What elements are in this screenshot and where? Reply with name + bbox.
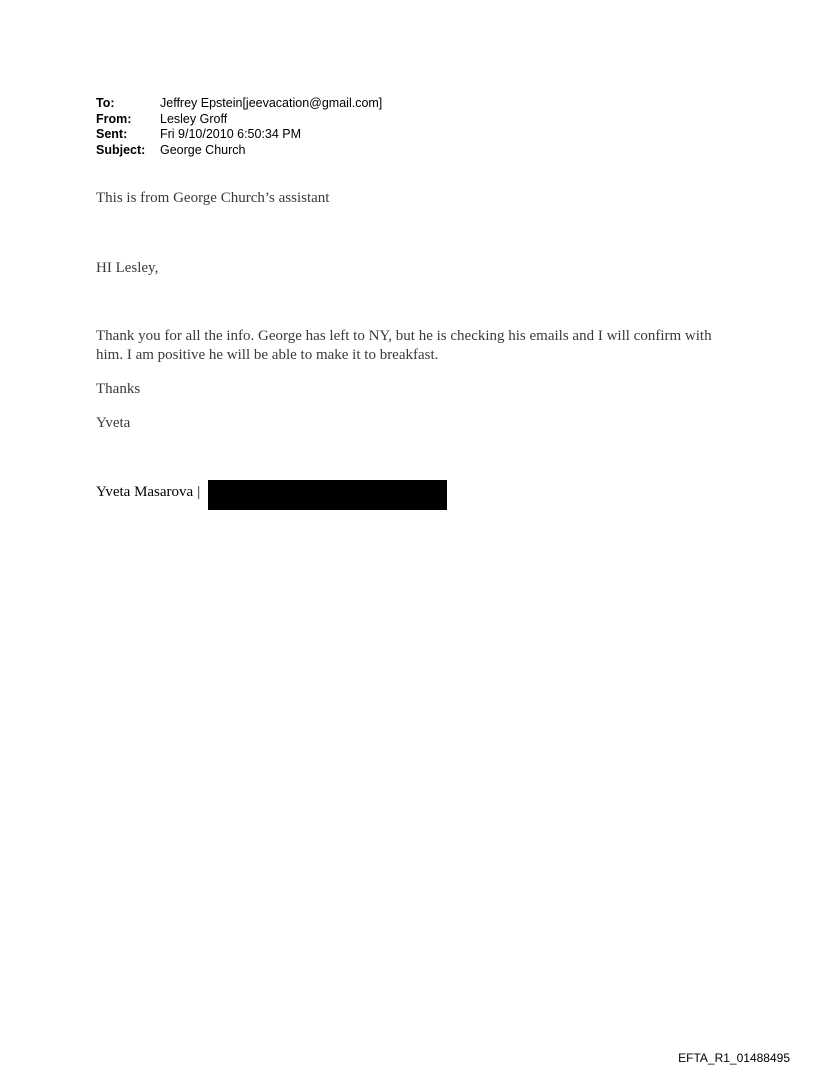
thanks-line: Thanks (96, 381, 141, 397)
greeting-line: HI Lesley, (96, 260, 159, 276)
to-label: To: (96, 96, 115, 110)
header-subject-row (96, 143, 382, 159)
redaction-box (208, 480, 447, 510)
header-from-row (96, 112, 382, 128)
subject-value: George Church (160, 142, 246, 157)
signature-name: Yveta Masarova (96, 484, 194, 500)
signature-bracket: | (197, 484, 201, 500)
document-id: EFTA_R1_01488495 (678, 1051, 790, 1065)
header-sent-row (96, 127, 382, 143)
sent-label: Sent: (96, 127, 128, 141)
subject-label: Subject: (96, 142, 146, 157)
intro-line: This is from George Church’s assistant (96, 190, 330, 206)
from-value: Lesley Groff (160, 111, 228, 126)
signoff-line: Yveta (96, 415, 131, 431)
signature-line (96, 483, 200, 502)
header-to-row (96, 96, 382, 112)
from-label: From: (96, 111, 132, 126)
email-header (96, 96, 382, 158)
body-paragraph: Thank you for all the info. George has left to NY, but he is checking his emails and I will confirm with him. I am positive he will be able to make it to breakfast. (96, 328, 712, 363)
sent-value: Fri 9/10/2010 6:50:34 PM (160, 127, 302, 141)
to-value: Jeffrey Epstein[jeevacation@gmail.com] (160, 96, 383, 110)
